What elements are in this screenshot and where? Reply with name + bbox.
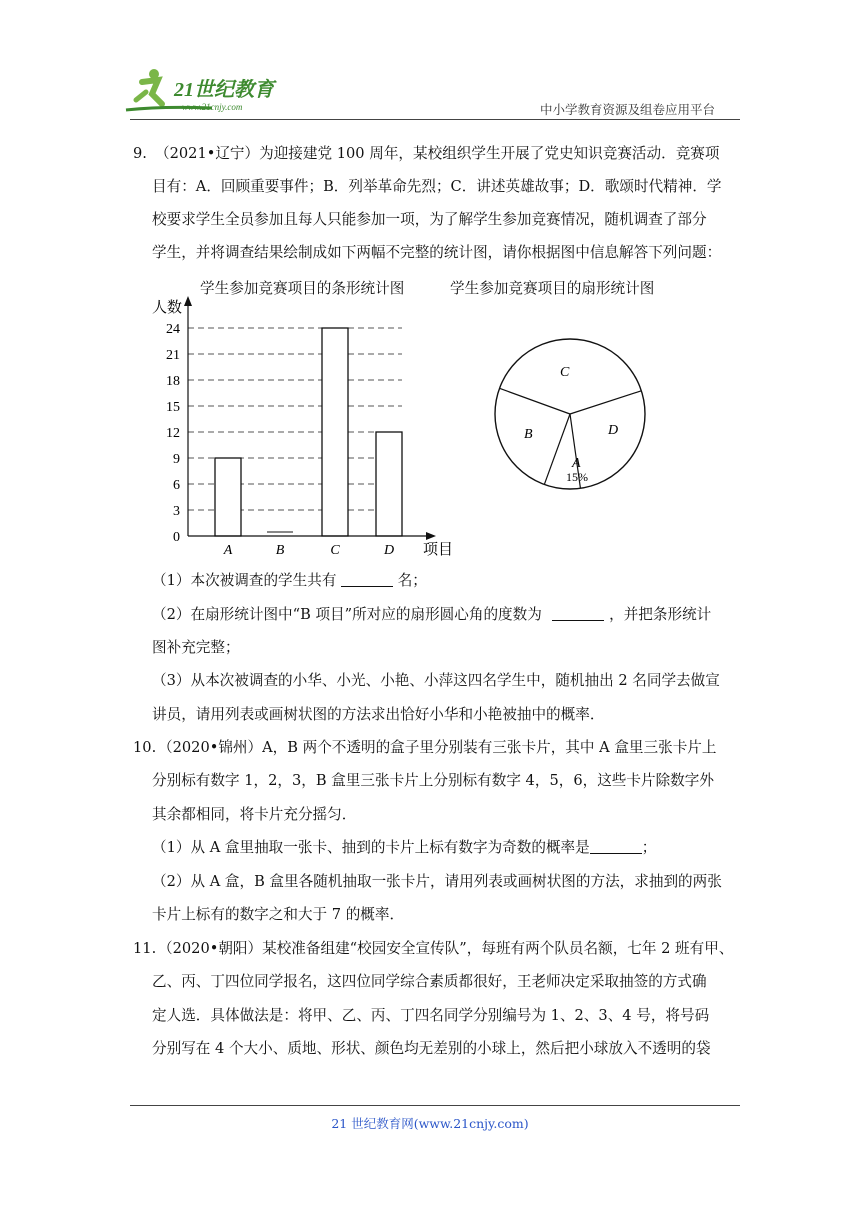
x-tick-label-B: B [275,543,285,558]
q9-line1: （2021•辽宁）为迎接建党 100 周年，某校组织学生开展了党史知识竞赛活动．竞赛项 [155,145,720,162]
answer-blank[interactable] [552,606,604,621]
bar-A [215,458,241,536]
pie-annotation-A: 15% [566,470,588,484]
q10-number: 10. [133,739,157,756]
q11-line1: （2020•朝阳）某校准备组建“校园安全宣传队”，每班有两个队员名额，七年 2 班有甲、 [158,940,734,957]
svg-text:21世纪教育: 21世纪教育 [174,79,274,101]
x-tick-label-C: C [330,543,340,558]
q11-number: 11. [133,940,157,957]
y-tick-label: 21 [166,348,180,363]
bar-D [376,432,402,536]
q11-line4: 分别写在 4 个大小、质地、形状、颜色均无差别的小球上，然后把小球放入不透明的袋 [152,1040,711,1057]
pie-chart-title: 学生参加竞赛项目的扇形统计图 [450,280,655,297]
footer-text: 21 世纪教育网(www.21cnjy.com) [331,1116,529,1131]
y-tick-label: 0 [173,530,180,545]
bar-chart-title: 学生参加竞赛项目的条形统计图 [200,280,405,297]
y-tick-label: 15 [166,400,180,415]
q10-sub1-suffix: ； [641,839,657,856]
x-axis-label: 项目 [423,542,454,558]
header-platform-text: 中小学教育资源及组卷应用平台 [540,102,716,117]
q10-sub1 [152,838,656,858]
q10-sub1-text: （1）从 A 盒里抽取一张卡、抽到的卡片上标有数字为奇数的概率是 [152,839,590,856]
bar-C [322,328,348,536]
q9-sub3-line2: 讲员，请用列表或画树状图的方法求出恰好小华和小艳被抽中的概率． [152,706,605,723]
q9-sub2 [152,605,711,625]
q9-sub1-suffix: 名； [397,572,427,589]
svg-text:www.21cnjy.com: www.21cnjy.com [182,102,243,112]
x-tick-label-D: D [383,543,395,558]
pie-label-C: C [560,365,570,380]
q11-line3: 定人选．具体做法是：将甲、乙、丙、丁四名同学分别编号为 1、2、3、4 号，将号码 [152,1007,710,1024]
x-tick-label-A: A [223,543,233,558]
q9-sub3-line1: （3）从本次被调查的小华、小光、小艳、小萍这四名学生中，随机抽出 2 名同学去做宣 [152,672,720,689]
y-tick-label: 18 [166,374,180,389]
pie-label-D: D [608,423,619,438]
q9-line2: 目有：A．回顾重要事件；B．列举革命先烈；C．讲述英雄故事；D．歌颂时代精神．学 [152,178,722,195]
pie-label-A: A [572,456,581,471]
y-tick-label: 9 [173,452,180,467]
site-logo [122,66,302,116]
header-divider [130,119,740,120]
bar-chart [140,292,470,562]
q10-line3: 其余都相同，将卡片充分摇匀． [152,806,357,823]
x-axis-arrow [426,532,436,540]
q10-sub2-line1: （2）从 A 盒，B 盒里各随机抽取一张卡片，请用列表或画树状图的方法，求抽到的两张 [152,873,722,890]
y-tick-label: 24 [166,322,180,337]
answer-blank[interactable] [590,839,642,854]
bar-chart-x-labels [223,543,394,558]
q10-sub2-line2: 卡片上标有的数字之和大于 7 的概率． [152,906,405,923]
q9-sub2-suffix: ，并把条形统计 [609,606,712,623]
answer-blank[interactable] [341,572,393,587]
y-axis-label: 人数 [152,300,183,316]
q9-number: 9. [133,145,147,162]
y-tick-label: 6 [173,478,180,493]
q9-line3: 校要求学生全员参加且每人只能参加一项，为了解学生参加竞赛情况，随机调查了部分 [152,211,707,228]
q10-line1: （2020•锦州）A，B 两个不透明的盒子里分别装有三张卡片，其中 A 盒里三张卡片上 [158,739,717,756]
q11-line2: 乙、丙、丁四位同学报名，这四位同学综合素质都很好，王老师决定采取抽签的方式确 [152,973,707,990]
q9-sub1-text: （1）本次被调查的学生共有 [152,572,337,589]
y-tick-label: 3 [173,504,180,519]
bar-chart-y-ticks [166,322,180,545]
q9-sub1 [152,571,427,591]
pie-label-B: B [524,427,533,442]
footer-divider [130,1105,740,1106]
pie-chart [490,318,650,498]
y-tick-label: 12 [166,426,180,441]
q10-line2: 分别标有数字 1，2，3，B 盒里三张卡片上分别标有数字 4，5，6，这些卡片除数字外 [152,772,714,789]
q9-sub2-cont: 图补充完整； [152,639,240,656]
q9-line4: 学生，并将调查结果绘制成如下两幅不完整的统计图，请你根据图中信息解答下列问题： [152,244,722,261]
y-axis-arrow [184,296,192,306]
q9-sub2-text: （2）在扇形统计图中“B 项目”所对应的扇形圆心角的度数为 [152,606,542,623]
